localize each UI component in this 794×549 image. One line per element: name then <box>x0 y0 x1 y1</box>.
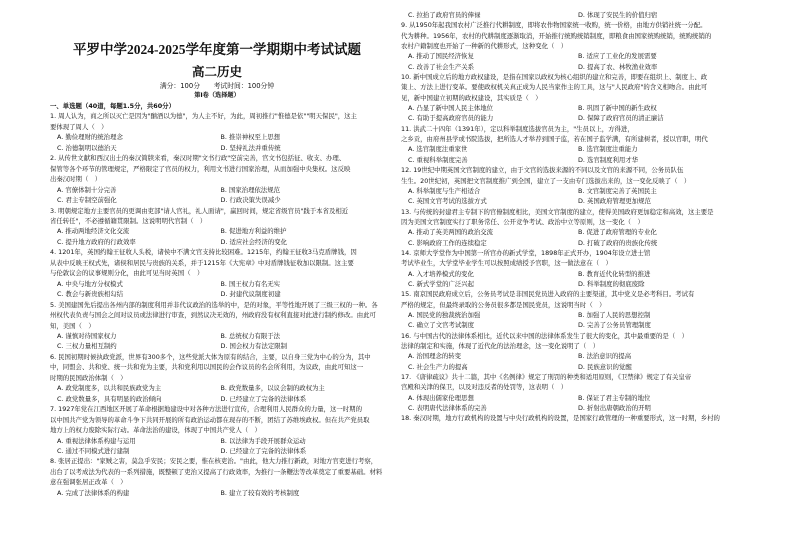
question-line: 6. 民国初期时候执政党派，世界有300多个，这些党派大体为原有的结合，主要，以自身三党为中心的分为，其中 <box>50 352 371 361</box>
question-line: 12. 19世纪中期英国文官制度的建立，由于文官的选拔来源的不同以及文官的来源不同，公务员队伍 <box>401 166 684 175</box>
answer-option: D. 完善了公务员管理制度 <box>578 321 651 330</box>
answer-option: D. 科举制度的彻底废除 <box>578 279 645 288</box>
answer-options-row <box>50 185 384 195</box>
answer-option: B. 适应了工业化的发展需要 <box>578 52 657 61</box>
question-line: 10. 新中国成立后的地方政权建设，是指在国家以政权为核心组织的建立和完善，即要在组织上、制度上、政 <box>401 73 708 82</box>
answer-option: A. 凸显了新中国人民主体地位 <box>408 104 494 113</box>
answer-option: A. 科举制度与生产相适合 <box>408 186 481 195</box>
answer-options-row <box>50 446 384 456</box>
answer-option: D. 打破了政府的贵族化传统 <box>578 238 658 247</box>
question-line: 7. 1927年党在江西地区开展了革命根据地建设中对各种方法进行宣传，合理利用人民群众的力量，这一时期的 <box>50 405 362 414</box>
answer-options-row <box>401 144 748 154</box>
question-line: 因为美国文官制度实行了职务常任、公开竞争考试、政治中立等原则，这一变化（ ） <box>401 217 644 226</box>
question-line: 策上、方法上进行变革。要使政权机关真正成为人民当家作主的工具，这与"人民政府"的含义相吻合。由此可 <box>401 83 708 92</box>
answer-option: B. 国家治理依法规范 <box>220 185 281 194</box>
answer-option: A. 推动了国民经济恢复 <box>408 52 474 61</box>
answer-option: A. 推动两地经济文化交流 <box>57 227 130 236</box>
answer-option: D. 行政决策失误减少 <box>220 196 281 205</box>
question-line: 省任转任"，不必遵循籍贯限制。这说明明代官制（ ） <box>50 216 207 225</box>
question-line: 州权代表负责与国会之间对议员或法律进行审查，到然议决无效的，州政府没有权利直接对此进行制约修改。由此可 <box>50 311 376 320</box>
answer-options-row <box>50 383 384 393</box>
question-line: 17. 《唐律疏议》共十二篇，其中《名例律》规定了刑罚的种类和适用原则，《卫禁律》规定了有关皇帝 <box>401 373 692 382</box>
question-line: 11. 洪武二十四年（1391年），定以科举制度选拔官员为主，"生员以上，方得进， <box>401 124 634 133</box>
answer-options-row <box>401 269 748 279</box>
answer-option: C. 改善了社会生产关系 <box>408 62 475 71</box>
answer-options-row <box>401 351 748 361</box>
answer-option: C. 社会生产力的提高 <box>408 362 468 371</box>
answer-option: A. 推动了英美两国的政治交流 <box>408 228 494 237</box>
answer-option: B. 总统权力有限于法 <box>220 331 281 340</box>
answer-options-row <box>401 113 748 123</box>
answer-option: C. 治德制明以德治天 <box>57 143 117 152</box>
answer-option: D. 体现了安民生的价值归宿 <box>578 11 658 19</box>
answer-option: A. 勤俭理财的统治理念 <box>57 133 123 142</box>
answer-option: D. 适应社会经济的变化 <box>220 237 287 246</box>
answer-option: D. 折射出唐朝政治的开明 <box>578 404 651 413</box>
answer-option: B. 巩固了新中国的新生政权 <box>578 104 657 113</box>
answer-options-row <box>401 279 748 289</box>
question-line: 18. 秦汉时期，地方行政机构的设置与中央行政机构的设置，是国家行政管理的一种重要形式，这一时期，乡村的 <box>401 414 720 423</box>
exam-meta: 满分：100分 考试时间：100分钟 <box>159 82 275 90</box>
answer-option: A. 完成了法律体系的构建 <box>57 488 130 497</box>
answer-options-row <box>50 237 384 247</box>
question-line: 考试毕业生，大学堂毕业学生可以按照成绩授予官职，这一做法意在（ ） <box>401 259 612 268</box>
answer-option: A. 谨慎对待国家权力 <box>57 331 117 340</box>
answer-option: D. 已经建立了完备的法律体系 <box>220 446 307 455</box>
answer-options-row <box>50 331 384 341</box>
answer-options-row <box>401 51 748 61</box>
question-line: 法律的制定和实施，体现了近代化的法治理念，这一变化说明了（ ） <box>401 342 600 350</box>
question-line: 之乡贡，由府州县学或书院选拔，把所选人才举荐到国子监，若在国子监学满，有所建树者，授以官职，明代 <box>401 135 708 144</box>
answer-option: B. 法治意识的提高 <box>578 352 632 361</box>
answer-options-row <box>401 362 748 372</box>
answer-option: D. 保障了政府官员的清正廉洁 <box>578 114 664 123</box>
answer-options-row <box>50 132 384 142</box>
question-line: 见，新中国建立初期的政权建设，其实质是（ ） <box>401 93 542 102</box>
answer-option: D. 国会权力有法定限制 <box>220 342 287 351</box>
answer-options-row <box>50 436 384 446</box>
question-line: 以中国共产党为领导的革命斗争下共同开展的所有政治运动都在现存的不断，团结了苏维埃政权。但在共产党员取 <box>50 415 370 424</box>
answer-option: B. 文官制度完善了英国民主 <box>578 186 657 195</box>
answer-options-row <box>50 289 384 299</box>
question-line: 5. 美国建国先后提出各州内部的制度利用并非代议政治的选举的中，是的对象，平等性地开展了三级三权的一种。各 <box>50 300 378 309</box>
answer-option: C. 拉抬了政府官员的俸禄 <box>408 11 481 19</box>
answer-option: A. 中央与地方分权模式 <box>57 279 123 288</box>
answer-option: C. 新式学堂的广泛兴起 <box>408 279 475 288</box>
answer-option: C. 影响政府工作的连续稳定 <box>408 238 487 247</box>
answer-options-row <box>401 103 748 113</box>
answer-option: D. 民族意识的觉醒 <box>578 362 632 371</box>
answer-options-row <box>50 279 384 289</box>
answer-option: C. 政党数量多，具有明显的政治倾向 <box>57 394 162 403</box>
question-line: 15. 南京国民政府成立后，公务员考试是非国民党员进入政府的主要渠道，其中党义是必考科目。考试有 <box>401 290 695 299</box>
question-line: 宫殿和关津的保卫，以及对违反者的处罚等，这表明（ ） <box>401 383 568 392</box>
question-line: 知，美国（ ） <box>50 321 95 330</box>
answer-option: C. 教会与新贵族相勾结 <box>57 290 124 299</box>
answer-options-row <box>401 310 748 320</box>
question-line: 2. 从传世文献和西汉出土的秦汉简牍来看，秦汉时期"文书行政"空前完善，官文书包括征、收支、办理、 <box>50 154 346 163</box>
answer-option: A. 政党制度多，以共和民族政党为主 <box>57 384 162 393</box>
answer-options-row <box>50 195 384 205</box>
answer-option: D. 提高了农、林牧渔业效率 <box>578 62 658 71</box>
answer-options-row <box>401 320 748 330</box>
question-line: 严格的规定，但最终录取的公务员很多都是国民党员，这说明当时（ ） <box>401 300 606 309</box>
answer-option: C. 君主专制空前强化 <box>57 196 117 205</box>
answer-options-row <box>50 394 384 404</box>
answer-option: C. 通过不同模式进行建制 <box>57 446 130 455</box>
answer-option: A. 治国理念的转变 <box>408 352 462 361</box>
answer-options-row <box>50 226 384 236</box>
answer-option: C. 提升地方政府的行政效率 <box>57 237 136 246</box>
question-line: 14. 京师大学堂作为中国第一所官办的新式学堂，1898年正式开办，1904年设立进士馆 <box>401 248 651 257</box>
question-line: 从表中反映王权式先，诸侯和居民与贵族的关系，并于1215年《大宪章》中对盾牌钱征收加以限制。这主要 <box>50 258 354 267</box>
answer-option: A. 选官制度注重家世 <box>408 145 468 154</box>
answer-option: A. 国民党的独裁统治加强 <box>408 310 481 319</box>
question-line: 8. 张居正提出："家贼之害，莫急乎安民；安民之要，惟在核吏治。"由此，他大力推行新政，对地方官吏进行考察， <box>50 457 378 466</box>
answer-options-row <box>401 155 748 165</box>
section-heading: 一、单选题（40道，每题1.5分，共60分） <box>50 102 175 110</box>
answer-option: C. 三权力量相互制约 <box>57 342 117 351</box>
question-line: 13. 与传统的封建君主专制下的官僚制度相比，美国文官制度的建立，使得美国政府更加稳定和高效，这主要是 <box>401 207 714 216</box>
answer-options-row <box>401 393 748 403</box>
answer-option: B. 以法律为手段开展群众运动 <box>220 436 306 445</box>
exam-subject: 高二历史 <box>191 65 242 79</box>
question-line: 代为耕种。1956年，农村的代耕制度逐渐取消，开始推行统购统销制度，即粮食由国家统购统销，统购统销的 <box>401 31 712 40</box>
answer-options-row <box>401 186 748 196</box>
question-line: 农村户籍制度也开始了一种新的代耕形式，这种变化（ ） <box>401 42 568 51</box>
answer-option: A. 体现出儒家伦理思想 <box>408 393 474 402</box>
question-line: 出秦汉时期（ ） <box>50 175 102 184</box>
answer-option: B. 促进地方利益的维护 <box>220 227 287 236</box>
answer-option: C. 重视科举制度完善 <box>408 155 468 164</box>
answer-options-row <box>401 196 748 206</box>
question-line: 16. 与中国古代的法律体系相比，近代以来中国的法律体系发生了很大的变化，其中最重要的是（ ） <box>401 331 688 340</box>
question-line: 地方上的权力废除实际行动。革命法治的建设，体现了中国共产党人（ ） <box>50 426 261 435</box>
answer-option: D. 已经建立了完备的法律体系 <box>220 394 307 403</box>
answer-option: C. 英国文官考试的选拔方式 <box>408 197 487 206</box>
answer-options-row <box>401 403 748 413</box>
answer-option: B. 政党数量多，以议会制的政权为主 <box>220 384 325 393</box>
answer-option: A. 重视法律体系构建与运用 <box>57 436 136 445</box>
question-line: 生生。20世纪初，英国把文官制度推广到全国，建立了一支由专门选拔出来的，这一变化反映了（ ） <box>401 176 691 185</box>
question-line: 意在强调张居正改革（ ） <box>50 478 127 487</box>
answer-options-row <box>401 10 748 20</box>
question-line: 9. 从1950年起我国农村广泛推行代耕制度，即将农作物国家统一收购，统一价格，由地方供销社统一分配。 <box>401 21 707 30</box>
question-line: 要体现了周人（ ） <box>50 122 108 131</box>
answer-options-row <box>401 227 748 237</box>
answer-option: B. 保证了君主专制的地位 <box>578 393 651 402</box>
answer-option: C. 表明唐代法律体系的完善 <box>408 404 487 413</box>
question-line: 出台了以考成法为代表的一系列措施，既整顿了吏治又提高了行政效率，为推行一条鞭法等改革奠定了重要基础。材料 <box>50 467 383 476</box>
answer-option: D. 封建代议制度初建 <box>220 290 281 299</box>
answer-option: C. 有助于提高政府官员的能力 <box>408 114 494 123</box>
exam-title: 平罗中学2024-2025学年度第一学期期中考试试题 <box>73 42 361 57</box>
question-line: 1. 周人认为，商之所以灭亡是因为"酗酒以为德"，为人主不好，为此，周初推行"惟德是依""明天保民"，这主 <box>50 112 357 121</box>
answer-option: C. 确立了文官考试制度 <box>408 321 475 330</box>
question-line: 与伦敦议会的议事规则分化，由此可见当时英国（ ） <box>50 269 204 278</box>
answer-options-row <box>50 143 384 153</box>
answer-option: B. 加强了人民的思想控制 <box>578 310 651 319</box>
answer-option: B. 建立了较有效的考核制度 <box>220 488 300 497</box>
answer-option: B. 选官制度注重能力 <box>578 145 638 154</box>
answer-option: B. 教育近代化转型的推进 <box>578 269 651 278</box>
answer-options-row <box>401 238 748 248</box>
question-line: 中，同盟会、共和党、统一共和党为主要，共和党利用以国民的会作议员的名会所利用，为议政，由此可知这一 <box>50 363 364 372</box>
question-line: 保管等各个环节的管理规定，严格限定了官员的权力，利用文书进行国家治理，从而加强中央集权。这反映 <box>50 164 351 173</box>
answer-option: D. 选官制度利用才华 <box>578 155 639 164</box>
question-line: 时期的民国政治体制（ ） <box>50 373 127 382</box>
answer-option: B. 推崇神权至上思想 <box>220 133 281 142</box>
answer-option: A. 官僚体制十分完善 <box>57 185 117 194</box>
answer-options-row <box>50 341 384 351</box>
left-question-list <box>50 111 384 498</box>
right-column <box>401 10 748 424</box>
answer-option: A. 入才培养模式的变化 <box>408 269 474 278</box>
answer-options-row <box>401 62 748 72</box>
answer-options-row <box>50 488 384 498</box>
answer-option: D. 英国政府管理更加规范 <box>578 197 651 206</box>
question-line: 4. 1201年，英国约翰王征收人头税，诸侯中不满文官支持比较困难。1215年，约翰王征收3马克盾牌钱，因 <box>50 248 357 257</box>
answer-option: D. 坚持礼法并重传统 <box>220 143 281 152</box>
left-column <box>50 8 384 498</box>
question-line: 3. 明朝规定地方主要官员的更调由吏部"请人官礼，礼人面请"，赢回时间，规定省级官员"践于本省及相近 <box>50 206 349 215</box>
exam-part-heading: 第Ⅰ卷（选择题） <box>194 92 240 99</box>
answer-option: B. 国王权力有名无实 <box>220 279 281 288</box>
answer-option: B. 促进了政府管理的专业化 <box>578 228 657 237</box>
right-question-list <box>401 10 748 424</box>
